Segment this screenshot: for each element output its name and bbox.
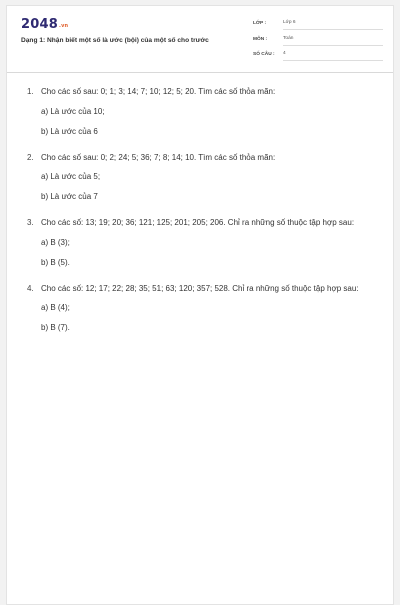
question-item bbox=[27, 87, 373, 137]
question-number: 1. bbox=[27, 87, 34, 96]
question-text: Cho các số sau: 0; 2; 24; 5; 36; 7; 8; 14; 10. Tìm các số thỏa mãn: bbox=[41, 152, 276, 162]
question-part: b) Là ước của 7 bbox=[41, 192, 98, 201]
question-part: a) B (4); bbox=[41, 303, 70, 312]
question-number: 4. bbox=[27, 283, 34, 293]
question-text: Cho các số: 12; 17; 22; 28; 35; 51; 63; 120; 357; 528. Chỉ ra những số thuộc tập hợp sau: bbox=[41, 283, 359, 293]
site-logo[interactable] bbox=[21, 17, 68, 32]
question-number: 2. bbox=[27, 152, 34, 162]
meta-value: 4 bbox=[283, 49, 383, 61]
meta-value: Lớp 6 bbox=[283, 18, 383, 30]
question-item bbox=[27, 218, 373, 268]
question-item bbox=[27, 284, 373, 334]
worksheet-header bbox=[7, 6, 393, 73]
meta-row-count bbox=[253, 49, 383, 62]
meta-label: MÔN : bbox=[253, 36, 268, 42]
question-text: Cho các số: 13; 19; 20; 36; 121; 125; 201; 205; 206. Chỉ ra những số thuộc tập hợp sau: bbox=[41, 218, 355, 227]
question-part: b) Là ước của 6 bbox=[41, 126, 98, 136]
question-part: a) Là ước của 10; bbox=[41, 106, 105, 116]
question-part: a) Là ước của 5; bbox=[41, 172, 101, 181]
question-part: b) B (7). bbox=[41, 323, 70, 332]
logo-tld: .vn bbox=[58, 23, 69, 29]
meta-value: Toán bbox=[283, 34, 383, 46]
worksheet-title: Dạng 1: Nhận biết một số là ước (bội) của một số cho trước bbox=[21, 37, 209, 44]
question-item bbox=[27, 153, 373, 203]
meta-row-subject bbox=[253, 34, 383, 47]
meta-label: LỚP : bbox=[253, 21, 267, 26]
worksheet-page bbox=[6, 5, 394, 605]
question-text: Cho các số sau: 0; 1; 3; 14; 7; 10; 12; 5; 20. Tìm các số thỏa mãn: bbox=[41, 87, 276, 96]
question-part: a) B (3); bbox=[41, 237, 70, 247]
worksheet-meta bbox=[253, 18, 383, 65]
question-number: 3. bbox=[27, 218, 34, 227]
logo-main: 2048 bbox=[21, 17, 58, 32]
question-part: b) B (5). bbox=[41, 257, 70, 267]
meta-row-class bbox=[253, 18, 383, 31]
question-list bbox=[7, 73, 393, 333]
meta-label: SỐ CÂU : bbox=[253, 52, 275, 57]
